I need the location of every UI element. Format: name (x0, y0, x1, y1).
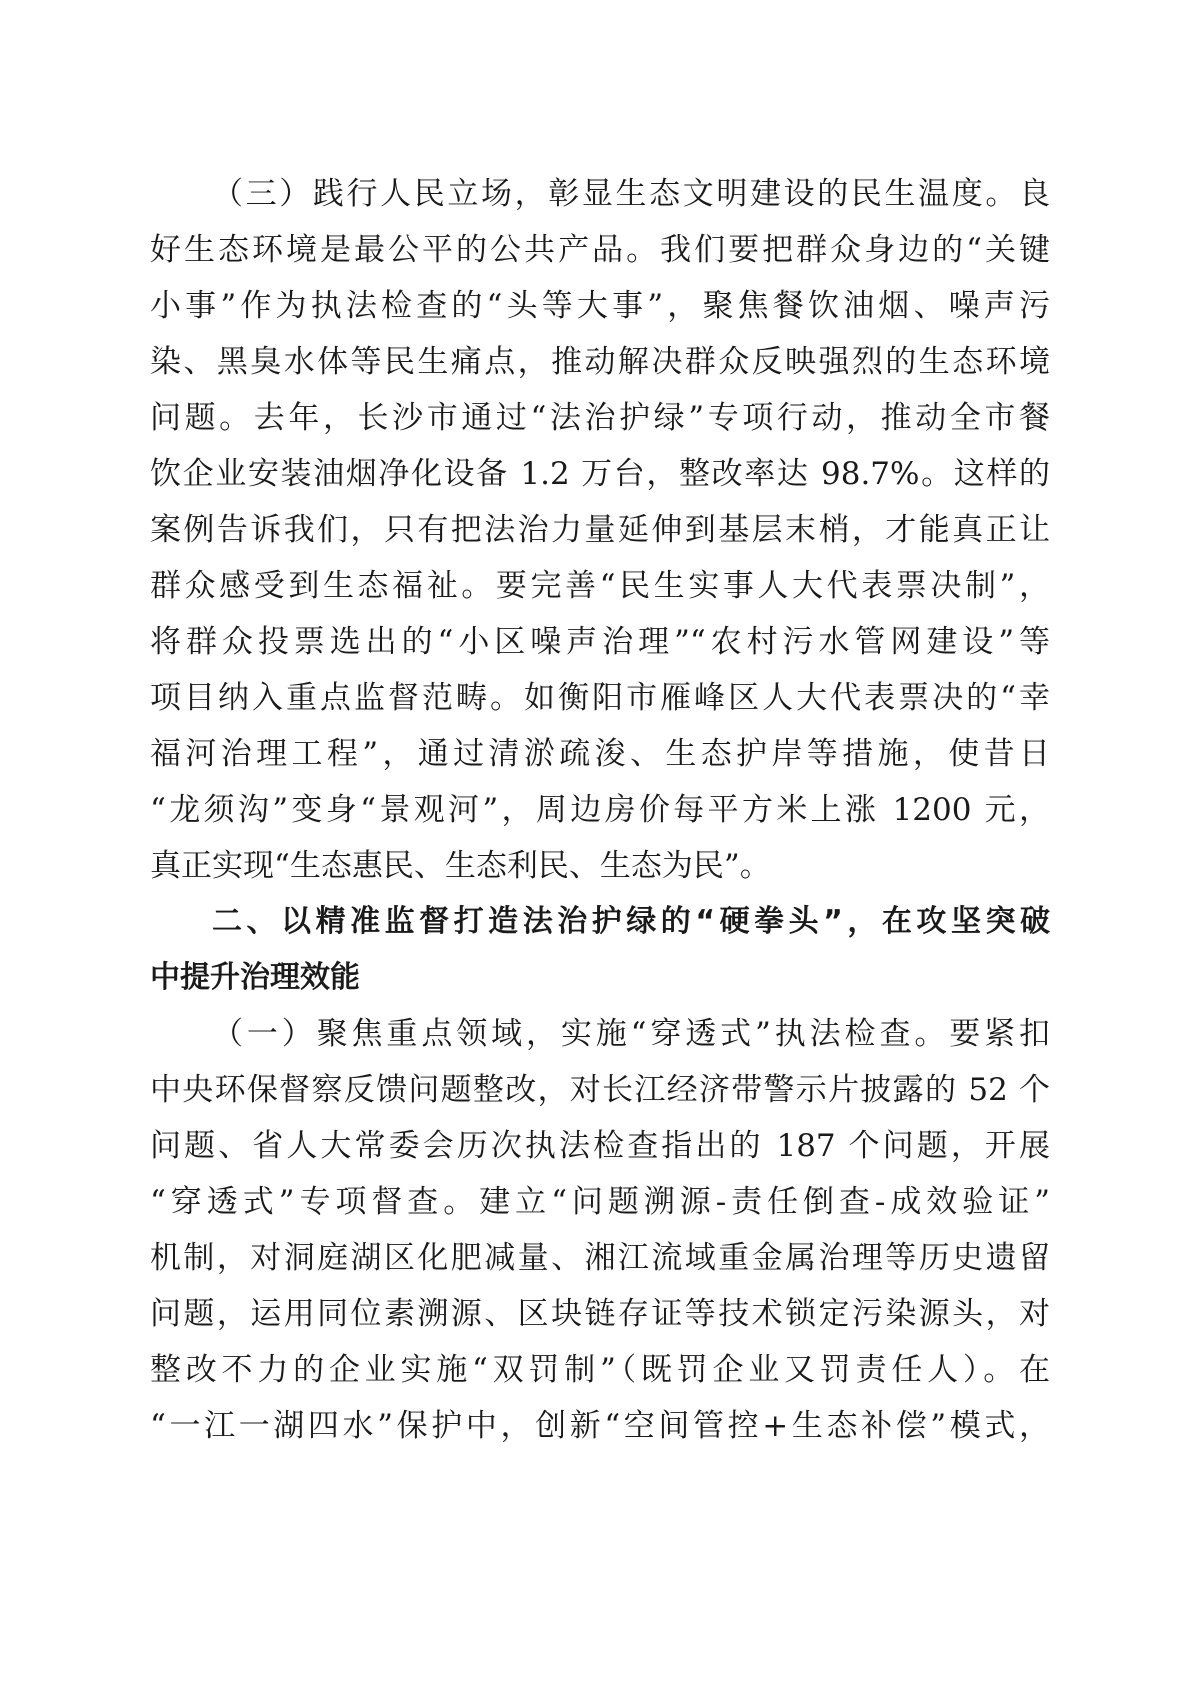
heading-line: 二、以精准监督打造法治护绿的“硬拳头”，在攻坚突破 (212, 904, 1050, 939)
paragraph-people-stance (150, 166, 1050, 894)
text-line: 将群众投票选出的“小区噪声治理”“农村污水管网建设”等 (150, 624, 1050, 660)
text-line: 饮企业安装油烟净化设备 1.2 万台，整改率达 98.7%。这样的 (150, 456, 1050, 492)
document-body (150, 166, 1050, 1454)
text-line: “穿透式”专项督查。建立“问题溯源-责任倒查-成效验证” (150, 1184, 1050, 1220)
text-line: 福河治理工程”，通过清淤疏浚、生态护岸等措施，使昔日 (150, 736, 1050, 772)
text-line: 群众感受到生态福祉。要完善“民生实事人大代表票决制”， (150, 568, 1050, 604)
text-line: 项目纳入重点监督范畴。如衡阳市雁峰区人大代表票决的“幸 (150, 680, 1050, 716)
text-line: 好生态环境是最公平的公共产品。我们要把群众身边的“关键 (150, 232, 1050, 268)
text-line: （一）聚焦重点领域，实施“穿透式”执法检查。要紧扣 (212, 1016, 1050, 1052)
text-line: “龙须沟”变身“景观河”，周边房价每平方米上涨 1200 元， (150, 792, 1050, 828)
text-line: （三）践行人民立场，彰显生态文明建设的民生温度。良 (212, 176, 1050, 212)
heading-line: 中提升治理效能 (150, 960, 360, 995)
text-line: 机制，对洞庭湖区化肥减量、湘江流域重金属治理等历史遗留 (150, 1240, 1050, 1276)
text-line: 整改不力的企业实施“双罚制”（既罚企业又罚责任人）。在 (150, 1352, 1050, 1388)
text-line: 问题，运用同位素溯源、区块链存证等技术锁定污染源头，对 (150, 1296, 1050, 1332)
paragraph-key-areas (150, 1006, 1050, 1454)
section-heading-precise-supervision (150, 894, 1050, 1006)
text-line: 案例告诉我们，只有把法治力量延伸到基层末梢，才能真正让 (150, 512, 1050, 548)
text-line: 小事”作为执法检查的“头等大事”，聚焦餐饮油烟、噪声污 (150, 288, 1050, 324)
text-line: 中央环保督察反馈问题整改，对长江经济带警示片披露的 52 个 (150, 1072, 1050, 1108)
text-line: 问题、省人大常委会历次执法检查指出的 187 个问题，开展 (150, 1128, 1050, 1164)
text-line: 问题。去年，长沙市通过“法治护绿”专项行动，推动全市餐 (150, 400, 1050, 436)
text-line: 染、黑臭水体等民生痛点，推动解决群众反映强烈的生态环境 (150, 344, 1050, 380)
text-line: “一江一湖四水”保护中，创新“空间管控+生态补偿”模式， (150, 1408, 1050, 1444)
text-line: 真正实现“生态惠民、生态利民、生态为民”。 (150, 848, 771, 884)
